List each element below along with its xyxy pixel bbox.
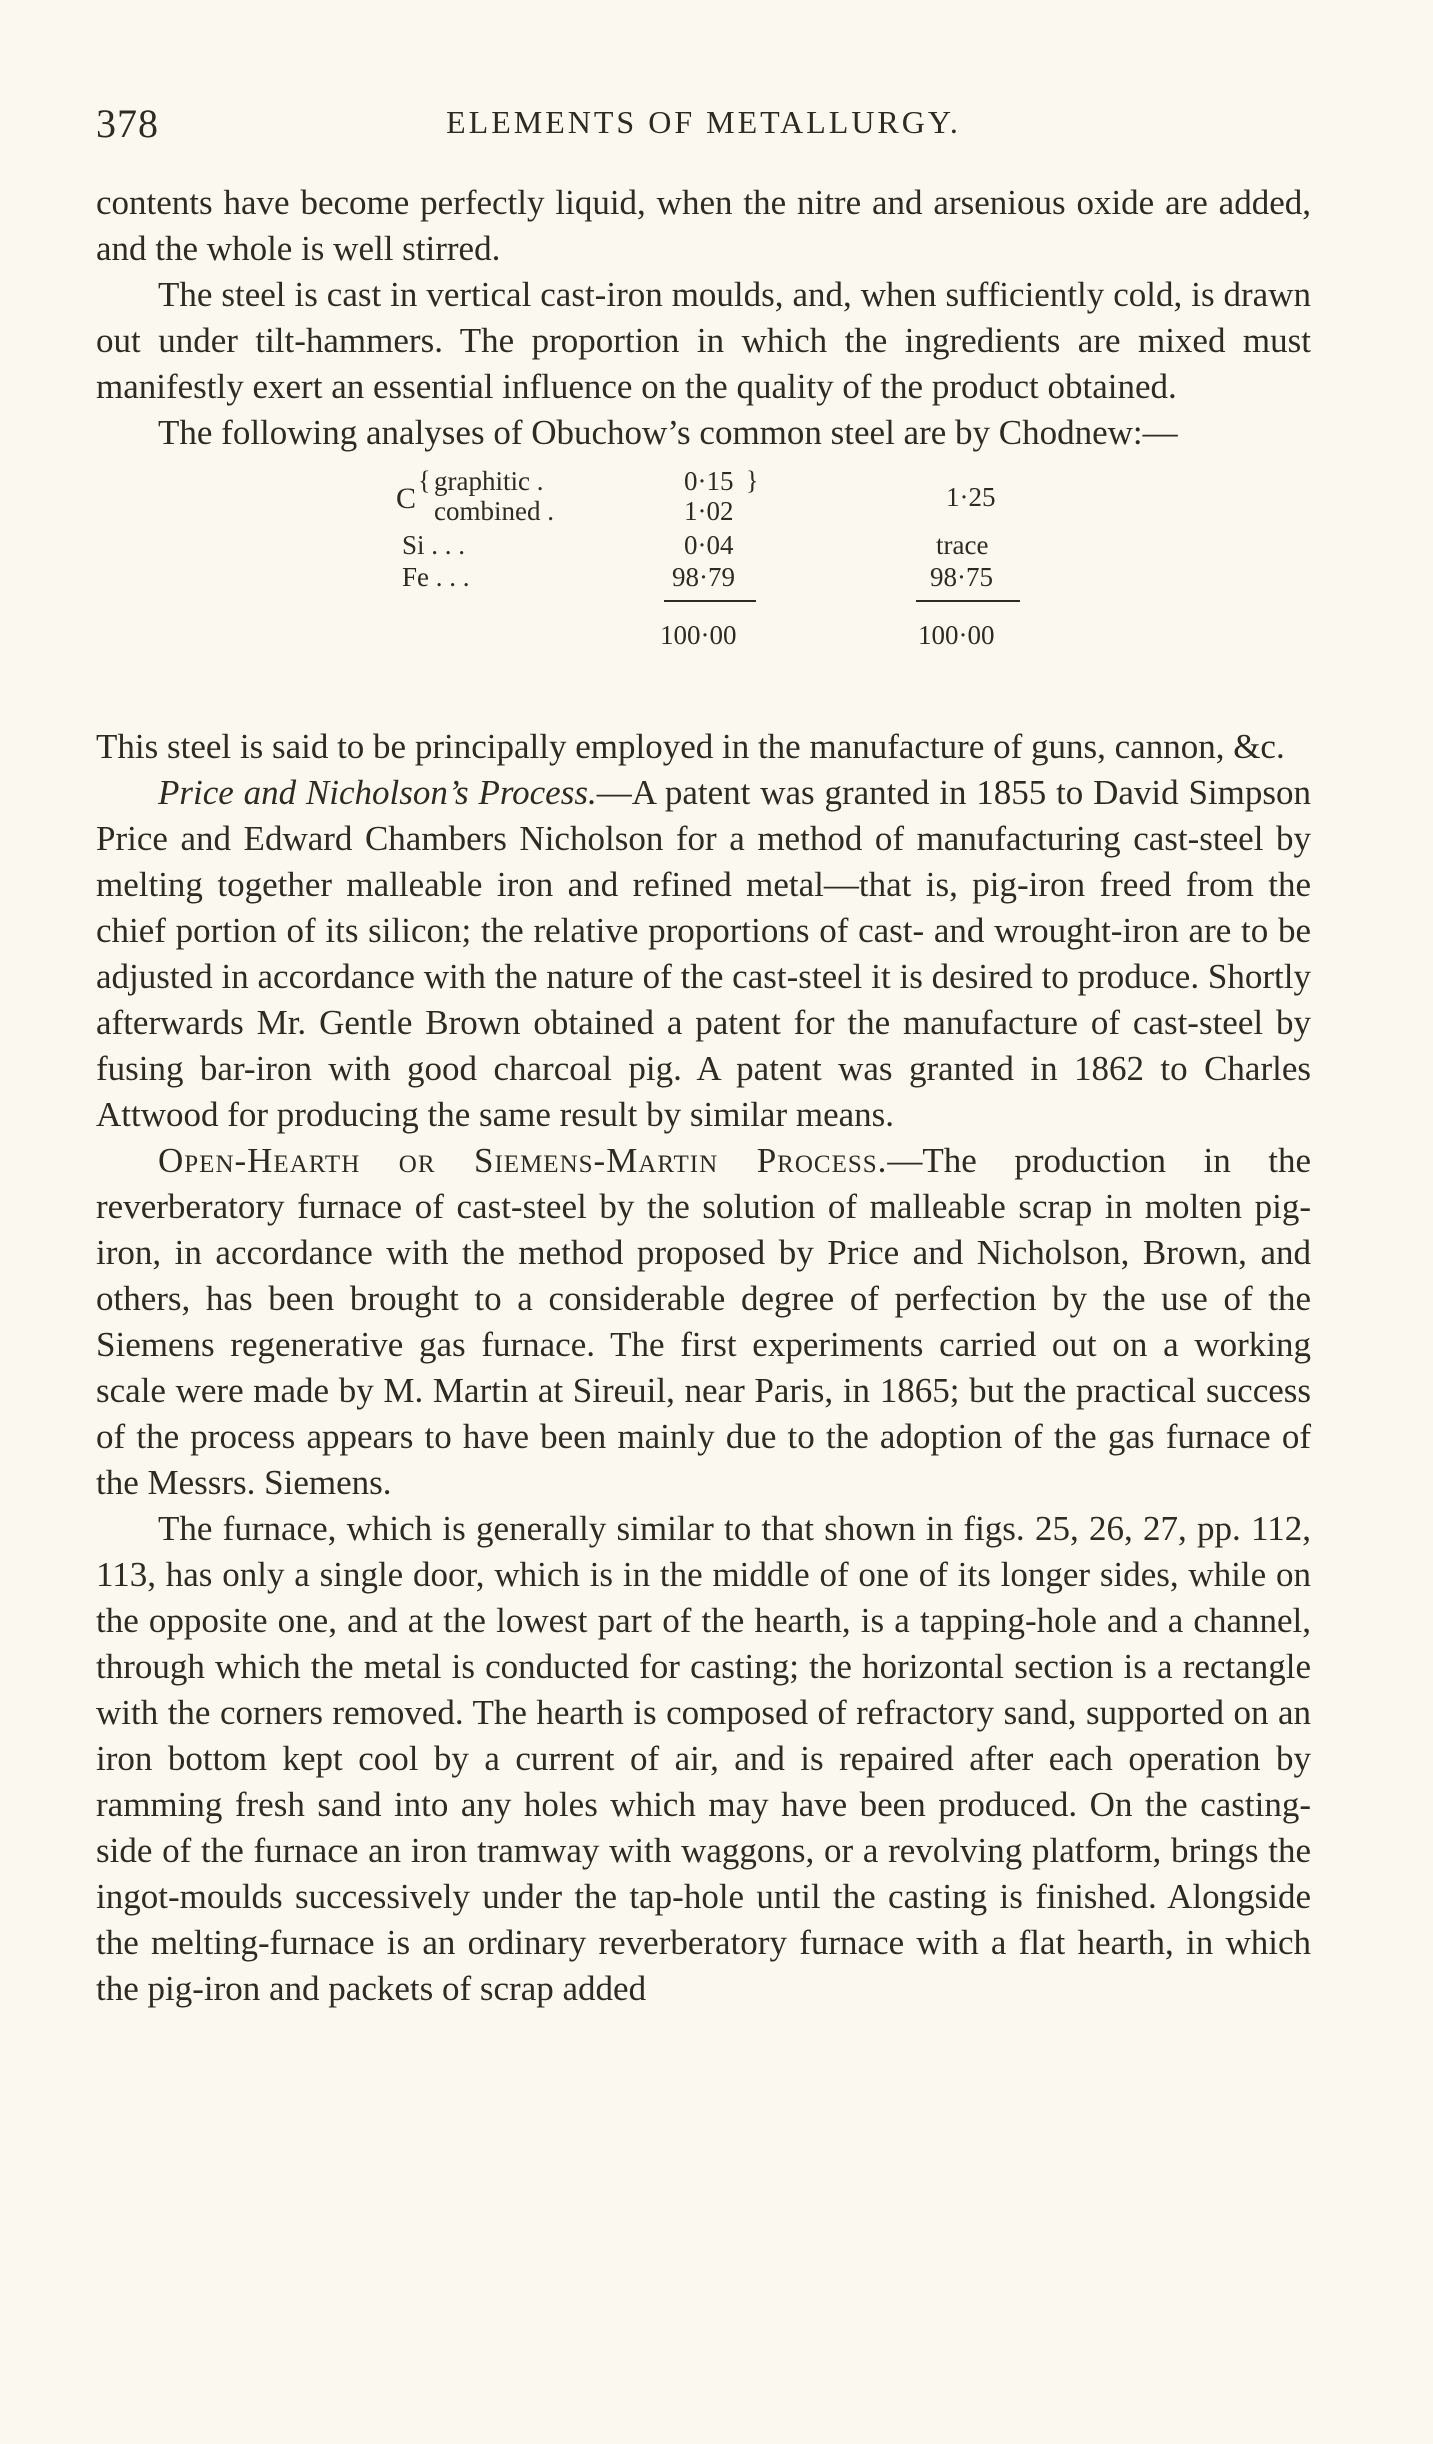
paragraph-5 (96, 770, 1311, 1138)
row-si-value-2: trace (936, 530, 989, 560)
paragraph-6 (96, 1138, 1311, 1506)
row-combined-label: combined . (434, 496, 554, 526)
right-brace: } (746, 466, 759, 495)
row-graphitic-label: graphitic . (434, 466, 544, 496)
paragraph-5-text: —A patent was granted in 1855 to David Simpson Price and Edward Chambers Nicholson for a method of manufacturing cast-steel by melting together malleable iron and refined metal—that is, pig-iron freed from the chief portion of its silicon; the relative proportions of cast- and wrought-iron are to be adjusted in accordance with the nature of the cast-steel it is desired to produce. Shortly afterwards Mr. Gentle Brown obtained a patent for the manufacture of cast-steel by fusing bar-iron with good charcoal pig. A patent was granted in 1862 to Charles Attwood for producing the same result by similar means. (96, 773, 1311, 1134)
total-2: 100·00 (918, 620, 995, 650)
row-si-value-1: 0·04 (684, 530, 734, 560)
total-rule-1 (664, 600, 756, 602)
row-fe-value-2: 98·75 (930, 562, 993, 592)
left-brace: { (418, 466, 431, 495)
body-text (96, 180, 1311, 2012)
paragraph-3: The following analyses of Obuchow’s common steel are by Chodnew:— (158, 413, 1178, 452)
row-fe-label: Fe . . . (402, 562, 470, 592)
paragraph-1: contents have become perfectly liquid, when the nitre and arsenious oxide are added, and the whole is well stirred. (96, 183, 1311, 268)
page-header (96, 100, 1311, 160)
analysis-table (96, 462, 1311, 720)
carbon-value-2: 1·25 (946, 482, 996, 512)
paragraph-6-text: —The production in the reverberatory furnace of cast-steel by the solution of malleable scrap in molten pig-iron, in accordance with the method proposed by Price and Nicholson, Brown, and others, has been brought to a considerable degree of perfection by the use of the Siemens regenerative gas furnace. The first experiments carried out on a working scale were made by M. Martin at Sireuil, near Paris, in 1865; but the practical success of the process appears to have been mainly due to the adoption of the gas furnace of the Messrs. Siemens. (96, 1141, 1311, 1502)
paragraph-7: The furnace, which is generally similar to that shown in figs. 25, 26, 27, pp. 112, 113, has only a single door, which is in the middle of one of its longer sides, while on the opposite one, and at the lowest part of the hearth, is a tapping-hole and a channel, through which the metal is conducted for casting; the horizontal section is a rectangle with the corners removed. The hearth is composed of refractory sand, supported on an iron bottom kept cool by a current of air, and is repaired after each operation by ramming fresh sand into any holes which may have been produced. On the casting-side of the furnace an iron tramway with waggons, or a revolving platform, brings the ingot-moulds successively under the tap-hole until the casting is finished. Alongside the melting-furnace is an ordinary reverberatory furnace with a flat hearth, in which the pig-iron and packets of scrap added (96, 1509, 1311, 2008)
running-title: ELEMENTS OF METALLURGY. (446, 104, 961, 140)
paragraph-2: The steel is cast in vertical cast-iron moulds, and, when sufficiently cold, is drawn out under tilt-hammers. The proportion in which the ingredients are mixed must manifestly exert an essential influence on the quality of the product obtained. (96, 275, 1311, 406)
row-fe-value-1: 98·79 (672, 562, 735, 592)
total-1: 100·00 (660, 620, 737, 650)
section-title-price-nicholson: Price and Nicholson’s Process. (158, 773, 597, 812)
row-graphitic-value-1: 0·15 (684, 466, 734, 496)
section-title-open-hearth: Open-Hearth or Siemens-Martin Process. (158, 1141, 888, 1180)
row-combined-value-1: 1·02 (684, 496, 734, 526)
carbon-symbol: C (396, 482, 417, 515)
total-rule-2 (916, 600, 1020, 602)
page-number: 378 (96, 101, 159, 146)
row-si-label: Si . . . (402, 530, 466, 560)
paragraph-4: This steel is said to be principally employed in the manufacture of guns, cannon, &c. (96, 727, 1285, 766)
